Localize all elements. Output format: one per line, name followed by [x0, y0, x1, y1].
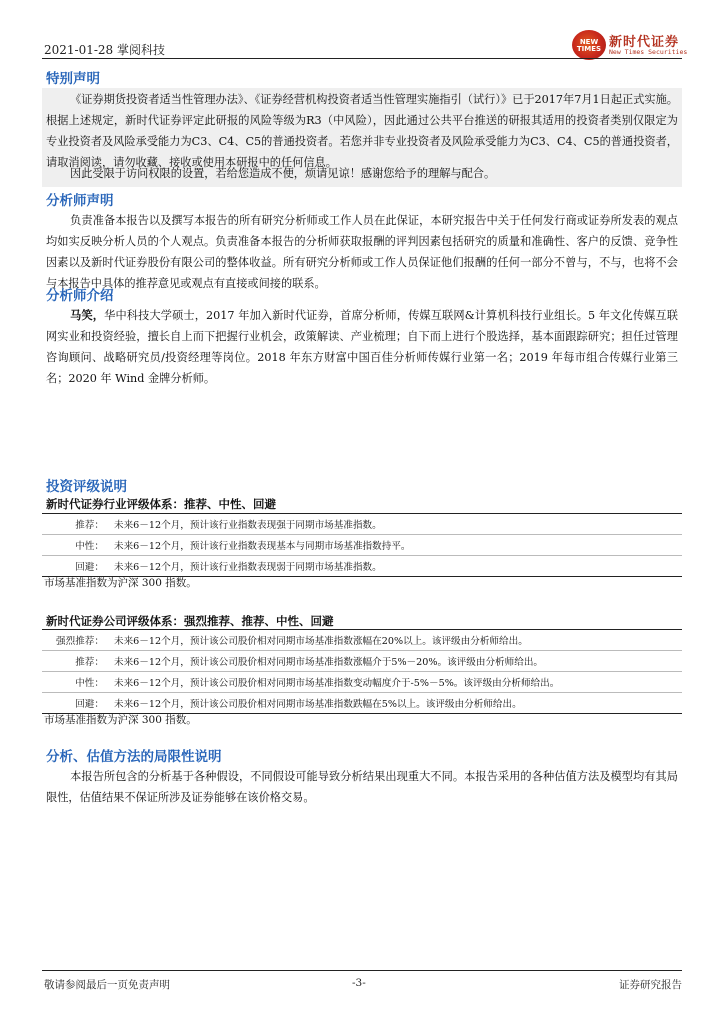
table-row: 中性： 未来6－12个月，预计该行业指数表现基本与同期市场基准指数持平。 — [42, 535, 682, 556]
company-rating-table — [42, 629, 682, 714]
analyst-name: 马笑， — [70, 308, 105, 322]
table-row: 强烈推荐： 未来6－12个月，预计该公司股价相对同期市场基准指数涨幅在20%以上。该评级由分析师给出。 — [42, 630, 682, 651]
industry-rating-title: 新时代证券行业评级体系：推荐、中性、回避 — [46, 497, 276, 511]
table-row: 推荐： 未来6－12个月，预计该行业指数表现强于同期市场基准指数。 — [42, 514, 682, 535]
report-date-company: 2021-01-28 掌阅科技 — [44, 43, 166, 57]
analyst-statement-title: 分析师声明 — [46, 193, 114, 209]
page-number: -3- — [352, 977, 366, 989]
company-rating-note: 市场基准指数为沪深 300 指数。 — [44, 714, 197, 726]
analyst-intro-body: 马笑，华中科技大学硕士，2017 年加入新时代证券，首席分析师，传媒互联网&计算机科技行业组长。5 年文化传媒互联网实业和投资经验，擅长自上而下把握行业机会，政策解读、产业梳理；自下而上进行个股选择，基本面跟踪研究；担任过管理咨询顾问、战略研究员/投资经理等岗位。2018 年东方财富中国百佳分析师传媒行业第一名；2019 年每市组合传媒行业第三名；2020 年 Wind 金牌分析师。 — [46, 308, 678, 385]
company-logo — [572, 28, 688, 62]
table-row: 中性： 未来6－12个月，预计该公司股价相对同期市场基准指数变动幅度介于-5%－5%。该评级由分析师给出。 — [42, 672, 682, 693]
special-statement-body: 《证券期货投资者适当性管理办法》、《证券经营机构投资者适当性管理实施指引（试行）》已于2017年7月1日起正式实施。根据上述规定，新时代证券评定此研报的风险等级为R3（中风险），因此通过公共平台推送的研报其适用的投资者类别仅限定为专业投资者及风险承受能力为C3、C4、C5的普通投资者。若您并非专业投资者及风险承受能力为C3、C4、C5的普通投资者，请取消阅读，请勿收藏、接收或使用本研报中的任何信息。 — [46, 93, 678, 169]
limitations-body: 本报告所包含的分析基于各种假设，不同假设可能导致分析结果出现重大不同。本报告采用的各种估值方法及模型均有其局限性，估值结果不保证所涉及证券能够在该价格交易。 — [46, 770, 678, 804]
table-row: 回避： 未来6－12个月，预计该行业指数表现弱于同期市场基准指数。 — [42, 556, 682, 577]
logo-name-cn: 新时代证券 — [609, 35, 680, 50]
table-row: 回避： 未来6－12个月，预计该公司股价相对同期市场基准指数跌幅在5%以上。该评级由分析师给出。 — [42, 693, 682, 714]
special-statement-title: 特别声明 — [46, 71, 100, 87]
limitations-title: 分析、估值方法的局限性说明 — [46, 749, 222, 765]
logo-name-en: New Times Securities — [609, 48, 688, 56]
table-row: 推荐： 未来6－12个月，预计该公司股价相对同期市场基准指数涨幅介于5%－20%。该评级由分析师给出。 — [42, 651, 682, 672]
header-divider — [42, 58, 682, 59]
rating-title: 投资评级说明 — [46, 479, 127, 495]
analyst-intro-title: 分析师介绍 — [46, 288, 114, 304]
industry-rating-table — [42, 513, 682, 577]
analyst-statement-body: 负责准备本报告以及撰写本报告的所有研究分析师或工作人员在此保证，本研究报告中关于任何发行商或证券所发表的观点均如实反映分析人员的个人观点。负责准备本报告的分析师获取报酬的评判因素包括研究的质量和准确性、客户的反馈、竞争性因素以及新时代证券股份有限公司的整体收益。所有研究分析师或工作人员保证他们报酬的任何一部分不曾与，不与，也将不会与本报告中具体的推荐意见或观点有直接或间接的联系。 — [46, 214, 678, 290]
footer-report-type: 证券研究报告 — [619, 979, 682, 991]
footer-divider — [42, 970, 682, 971]
company-rating-title: 新时代证券公司评级体系：强烈推荐、推荐、中性、回避 — [46, 614, 334, 628]
footer-disclaimer-link: 敬请参阅最后一页免责声明 — [44, 979, 170, 991]
logo-emblem-icon: NEW TIMES — [572, 30, 606, 60]
special-statement-note: 因此受限于访问权限的设置，若给您造成不便，烦请见谅！感谢您给予的理解与配合。 — [70, 167, 496, 180]
industry-rating-note: 市场基准指数为沪深 300 指数。 — [44, 577, 197, 589]
